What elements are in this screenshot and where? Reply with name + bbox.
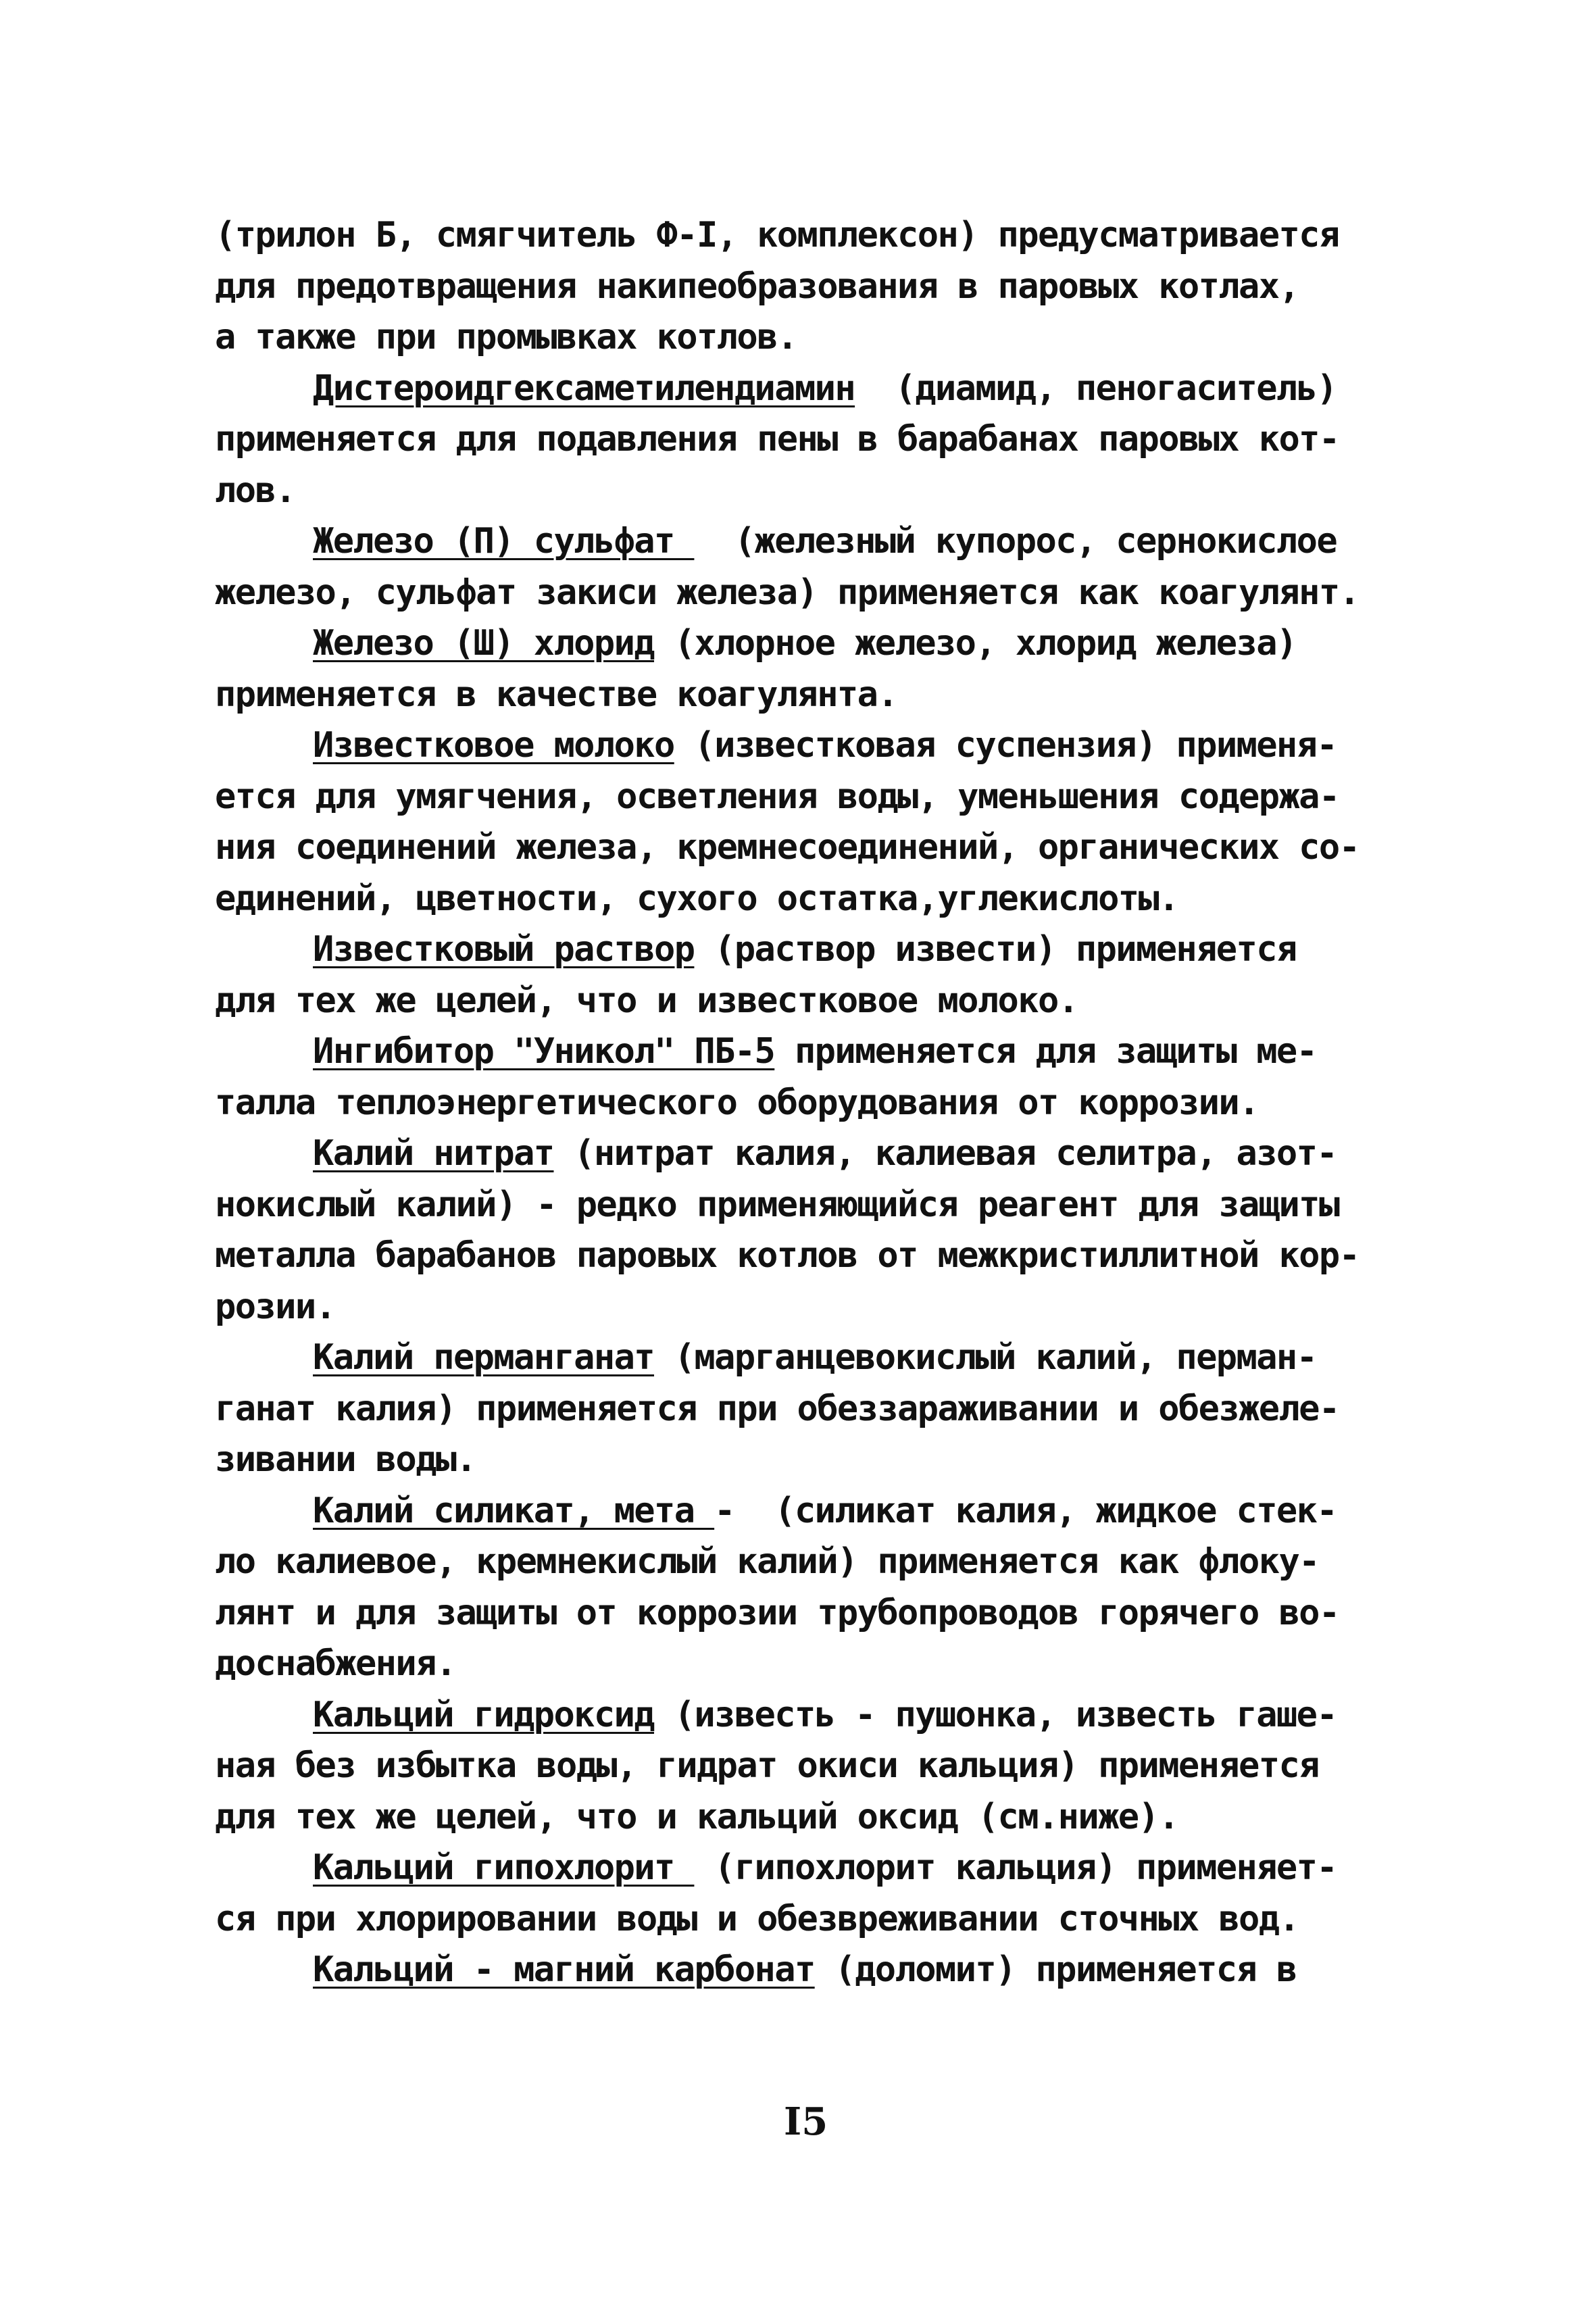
text-line [215, 1541, 1319, 1582]
line-text: для тех же целей, что и кальций оксид (см.ниже). [215, 1796, 1178, 1837]
text-line [215, 1797, 1178, 1837]
line-text: (доломит) применяется в [814, 1949, 1297, 1990]
text-line [215, 1899, 1299, 1939]
text-line [215, 1235, 1359, 1276]
line-text: лянт и для защиты от коррозии трубопроводов горячего во- [215, 1592, 1339, 1633]
line-text: ния соединений железа, кремнесоединений, органических со- [215, 827, 1360, 868]
page-number: I5 [784, 2099, 828, 2144]
text-line [215, 1643, 455, 1684]
line-text: (трилон Б, смягчитель Ф-I, комплексон) предусматривается [215, 215, 1339, 255]
text-line [215, 674, 897, 715]
text-line [215, 1185, 1339, 1225]
line-text: (раствор извести) применяется [694, 929, 1297, 970]
reagent-term: Калий силикат, мета [313, 1490, 715, 1531]
paragraph-first-line [313, 521, 1337, 562]
text-line [215, 980, 1078, 1021]
line-text: нокислый калий) - редко применяющийся реагент для защиты [215, 1184, 1339, 1225]
text-line [215, 419, 1339, 459]
line-text: металла барабанов паровых котлов от межкристиллитной кор- [215, 1235, 1360, 1276]
line-text: доснабжения. [215, 1643, 456, 1684]
line-text: лов. [215, 470, 295, 511]
line-text: применяется для защиты ме- [774, 1031, 1317, 1072]
line-text: талла теплоэнергетического оборудования от коррозии. [215, 1082, 1259, 1123]
paragraph-first-line [313, 1491, 1337, 1531]
line-text: ся при хлорировании воды и обезвреживании сточных вод. [215, 1898, 1299, 1939]
line-text: а также при промывках котлов. [215, 317, 797, 357]
line-text: розии. [215, 1286, 336, 1327]
line-text: (марганцевокислый калий, перман- [654, 1337, 1317, 1378]
line-text: ло калиевое, кремнекислый калий) применяется как флоку- [215, 1541, 1319, 1582]
line-text: зивании воды. [215, 1439, 476, 1480]
text-line [215, 215, 1339, 255]
text-line [215, 1593, 1339, 1633]
reagent-term: Железо (Ш) хлорид [313, 623, 655, 664]
line-text: применяется для подавления пены в барабанах паровых кот- [215, 419, 1339, 459]
line-text: единений, цветности, сухого остатка,углекислоты. [215, 878, 1178, 919]
line-text: (железный купорос, сернокислое [694, 521, 1337, 562]
reagent-term: Ингибитор "Уникол" ПБ-5 [313, 1031, 775, 1072]
paragraph-first-line [313, 1847, 1337, 1888]
text-line [215, 470, 295, 511]
line-text: ется для умягчения, осветления воды, уменьшения содержа- [215, 776, 1339, 817]
reagent-term: Известковый раствор [313, 929, 695, 970]
paragraph-first-line [313, 1949, 1297, 1990]
line-text: для тех же целей, что и известковое молоко. [215, 980, 1078, 1021]
paragraph-first-line [313, 368, 1337, 409]
line-text: (диамид, пеногаситель) [855, 368, 1337, 409]
line-text: ганат калия) применяется при обеззараживании и обезжеле- [215, 1388, 1339, 1429]
text-line [215, 878, 1178, 919]
text-line [215, 827, 1359, 868]
reagent-term: Калий нитрат [313, 1133, 554, 1174]
reagent-term: Калий перманганат [313, 1337, 655, 1378]
text-line [215, 1082, 1259, 1123]
paragraph-first-line [313, 1031, 1316, 1072]
paragraph-first-line [313, 1133, 1337, 1174]
line-text: - (силикат калия, жидкое стек- [714, 1490, 1337, 1531]
paragraph-first-line [313, 1337, 1316, 1378]
line-text: для предотвращения накипеобразования в паровых котлах, [215, 266, 1299, 307]
line-text: железо, сульфат закиси железа) применяется как коагулянт. [215, 572, 1360, 613]
reagent-term: Кальций - магний карбонат [313, 1949, 815, 1990]
text-line [215, 1745, 1319, 1786]
text-line [215, 572, 1359, 613]
text-line [215, 1287, 335, 1327]
paragraph-first-line [313, 623, 1297, 664]
reagent-term: Кальций гидроксид [313, 1694, 655, 1735]
reagent-term: Кальций гипохлорит [313, 1847, 695, 1888]
paragraph-first-line [313, 1695, 1337, 1735]
text-line [215, 317, 797, 357]
reagent-term: Железо (П) сульфат [313, 521, 695, 562]
text-line [215, 776, 1339, 817]
line-text: (хлорное железо, хлорид железа) [654, 623, 1297, 664]
reagent-term: Дистероидгексаметилендиамин [313, 368, 855, 409]
reagent-term: Известковое молоко [313, 725, 674, 766]
line-text: ная без избытка воды, гидрат окиси кальция) применяется [215, 1745, 1319, 1786]
line-text: (гипохлорит кальция) применяет- [694, 1847, 1337, 1888]
text-line [215, 1389, 1339, 1429]
paragraph-first-line [313, 929, 1297, 970]
line-text: (известь - пушонка, известь гаше- [654, 1694, 1337, 1735]
text-line [215, 1439, 476, 1480]
line-text: применяется в качестве коагулянта. [215, 674, 898, 715]
line-text: (известковая суспензия) применя- [674, 725, 1337, 766]
paragraph-first-line [313, 725, 1337, 766]
text-line [215, 266, 1299, 307]
line-text: (нитрат калия, калиевая селитра, азот- [553, 1133, 1337, 1174]
